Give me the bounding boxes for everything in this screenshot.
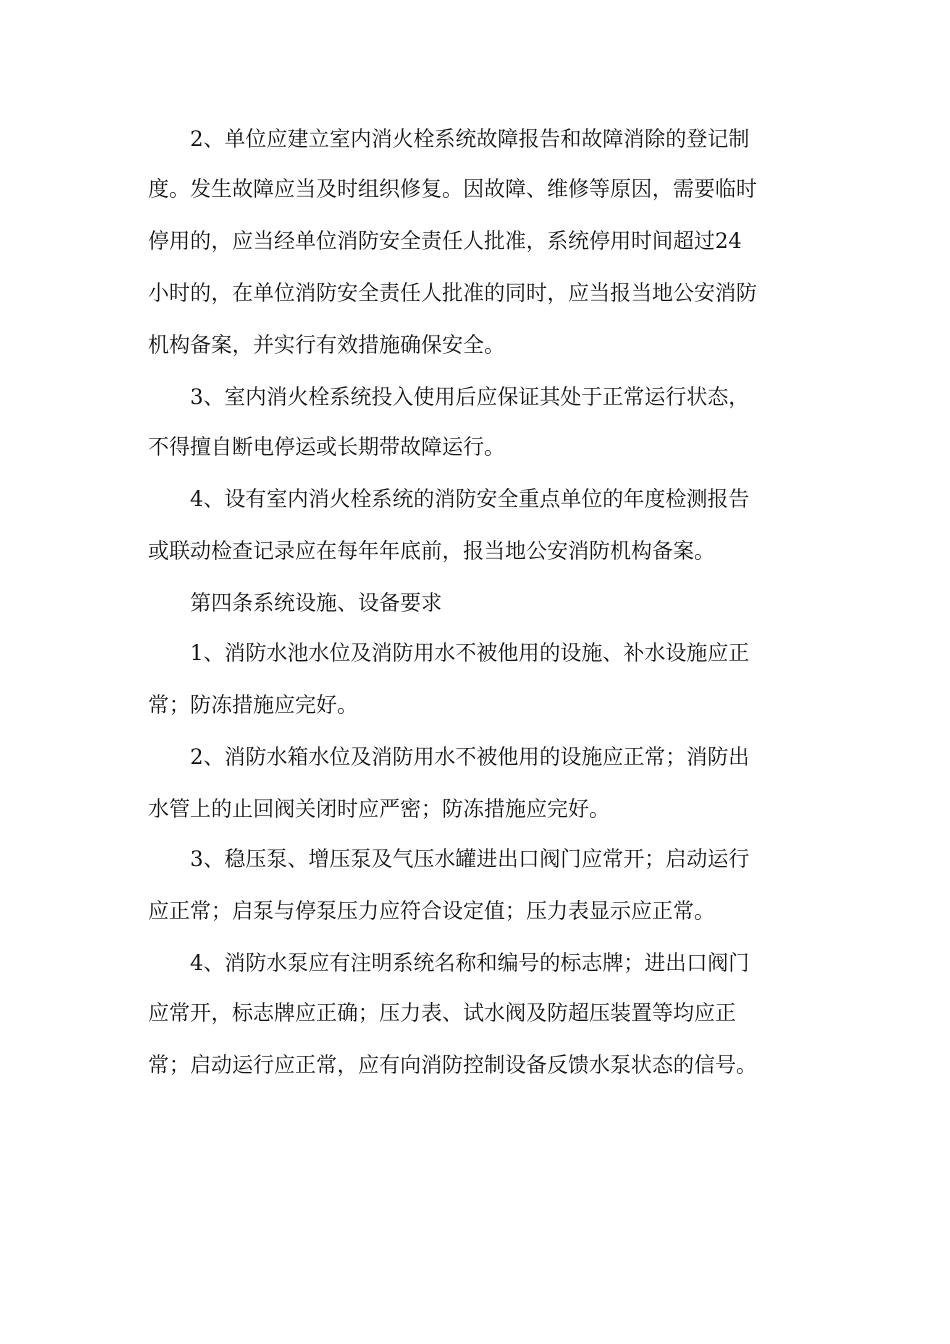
paragraph-3-line-2: 不得擅自断电停运或长期带故障运行。 <box>148 435 505 459</box>
paragraph-4-line-2: 或联动检查记录应在每年年底前，报当地公安消防机构备案。 <box>148 539 715 563</box>
paragraph-3-line-1: 3、室内消火栓系统投入使用后应保证其处于正常运行状态， <box>190 385 750 409</box>
paragraph-2-line-2: 度。发生故障应当及时组织修复。因故障、维修等原因，需要临时 <box>148 177 757 201</box>
paragraph-4-line-1: 4、设有室内消火栓系统的消防安全重点单位的年度检测报告 <box>190 487 750 511</box>
item-2-line-1: 2、消防水箱水位及消防用水不被他用的设施应正常；消防出 <box>190 745 750 769</box>
item-3-line-1: 3、稳压泵、增压泵及气压水罐进出口阀门应常开；启动运行 <box>190 847 750 871</box>
article-4-heading: 第四条系统设施、设备要求 <box>190 591 442 615</box>
item-2-line-2: 水管上的止回阀关闭时应严密；防冻措施应完好。 <box>148 797 610 821</box>
item-3-line-2: 应正常；启泵与停泵压力应符合设定值；压力表显示应正常。 <box>148 899 715 923</box>
item-4-line-2: 应常开，标志牌应正确；压力表、试水阀及防超压装置等均应正 <box>148 1001 736 1025</box>
paragraph-2-line-1: 2、单位应建立室内消火栓系统故障报告和故障消除的登记制 <box>190 127 750 151</box>
item-4-line-3: 常；启动运行应正常，应有向消防控制设备反馈水泵状态的信号。 <box>148 1053 757 1077</box>
item-1-line-1: 1、消防水池水位及消防用水不被他用的设施、补水设施应正 <box>190 641 750 665</box>
paragraph-2-line-5: 机构备案，并实行有效措施确保安全。 <box>148 333 505 357</box>
paragraph-2-line-3: 停用的，应当经单位消防安全责任人批准，系统停用时间超过24 <box>148 229 742 253</box>
paragraph-2-line-4: 小时的，在单位消防安全责任人批准的同时，应当报当地公安消防 <box>148 281 757 305</box>
item-4-line-1: 4、消防水泵应有注明系统名称和编号的标志牌；进出口阀门 <box>190 951 750 975</box>
item-1-line-2: 常；防冻措施应完好。 <box>148 693 358 717</box>
